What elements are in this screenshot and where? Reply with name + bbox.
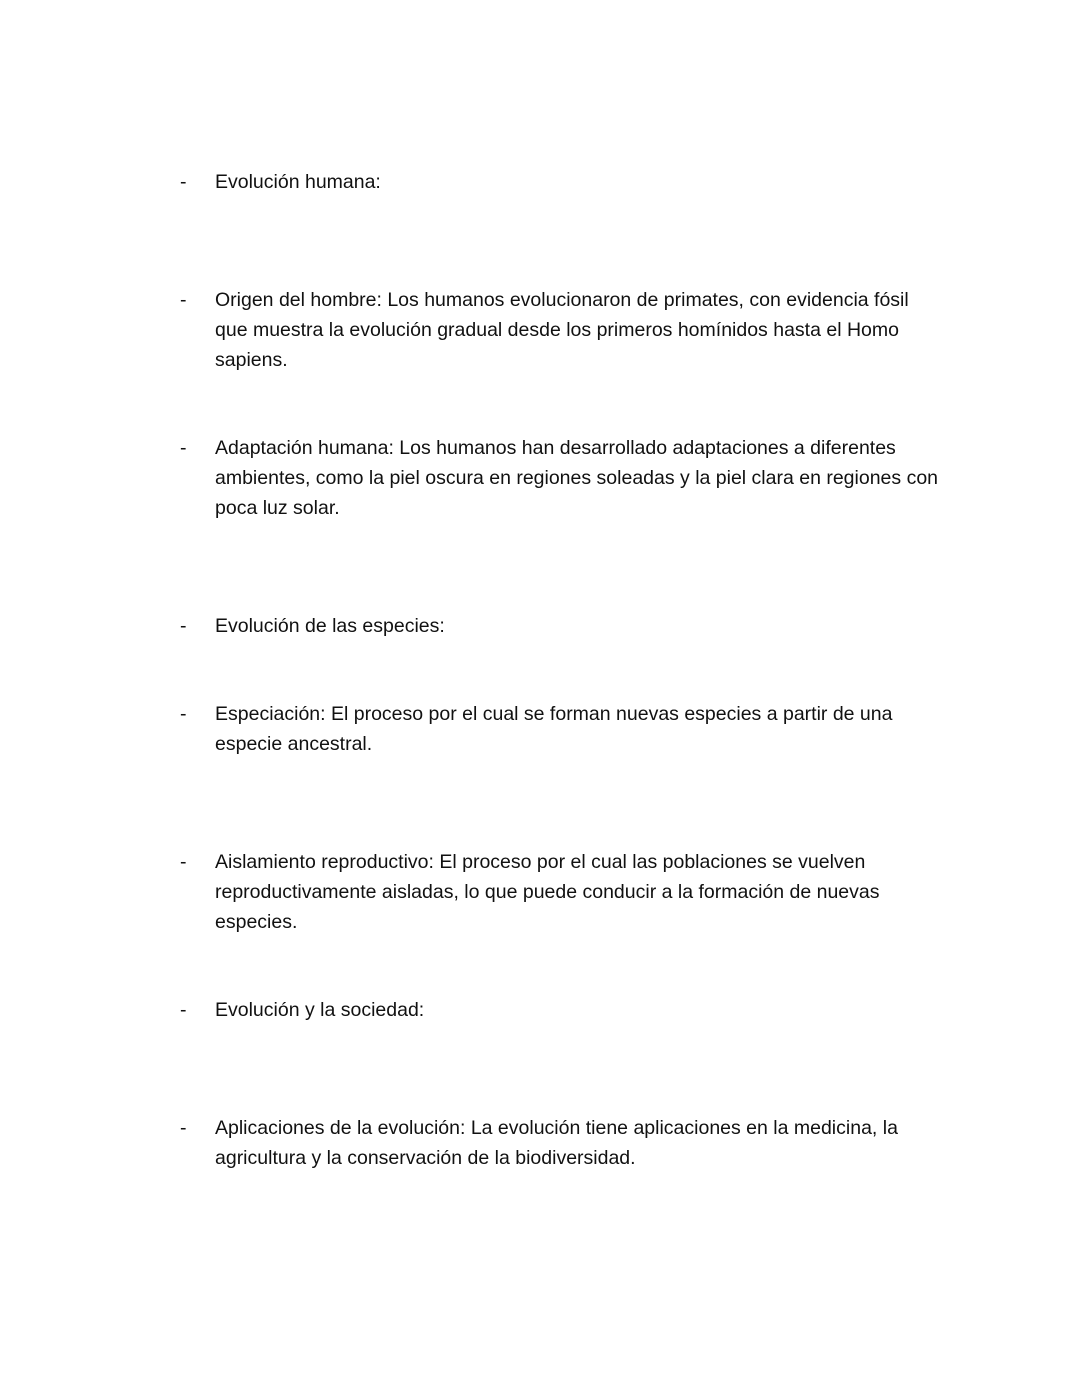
bullet-dash: -: [180, 615, 187, 637]
bullet-dash: -: [180, 171, 187, 193]
list-item: [178, 995, 938, 1025]
heading-evolucion-humana: Evolución humana:: [215, 171, 381, 193]
list-item: [178, 611, 938, 641]
heading-evolucion-especies: Evolución de las especies:: [215, 615, 445, 637]
bullet-dash: -: [180, 851, 187, 873]
bullet-dash: -: [180, 703, 187, 725]
list-item: [178, 847, 938, 937]
paragraph-especiacion: Especiación: El proceso por el cual se forman nuevas especies a partir de una especie ancestral.: [215, 703, 893, 755]
bullet-dash: -: [180, 289, 187, 311]
bullet-dash: -: [180, 1117, 187, 1139]
bullet-dash: -: [180, 437, 187, 459]
list-item: [178, 285, 938, 375]
paragraph-adaptacion-humana: Adaptación humana: Los humanos han desarrollado adaptaciones a diferentes ambientes, como la piel oscura en regiones soleadas y la piel clara en regiones con poca luz solar.: [215, 437, 939, 519]
list-item: [178, 433, 938, 523]
list-item: [178, 167, 938, 197]
list-item: [178, 1113, 938, 1173]
paragraph-origen-del-hombre: Origen del hombre: Los humanos evolucionaron de primates, con evidencia fósil que muestra la evolución gradual desde los primeros homínidos hasta el Homo sapiens.: [215, 289, 909, 371]
paragraph-aislamiento-reproductivo: Aislamiento reproductivo: El proceso por el cual las poblaciones se vuelven reproductivamente aisladas, lo que puede conducir a la formación de nuevas especies.: [215, 851, 880, 933]
list-item: [178, 699, 938, 759]
bullet-dash: -: [180, 999, 187, 1021]
paragraph-aplicaciones-evolucion: Aplicaciones de la evolución: La evolución tiene aplicaciones en la medicina, la agricultura y la conservación de la biodiversidad.: [215, 1117, 898, 1169]
heading-evolucion-sociedad: Evolución y la sociedad:: [215, 999, 425, 1021]
